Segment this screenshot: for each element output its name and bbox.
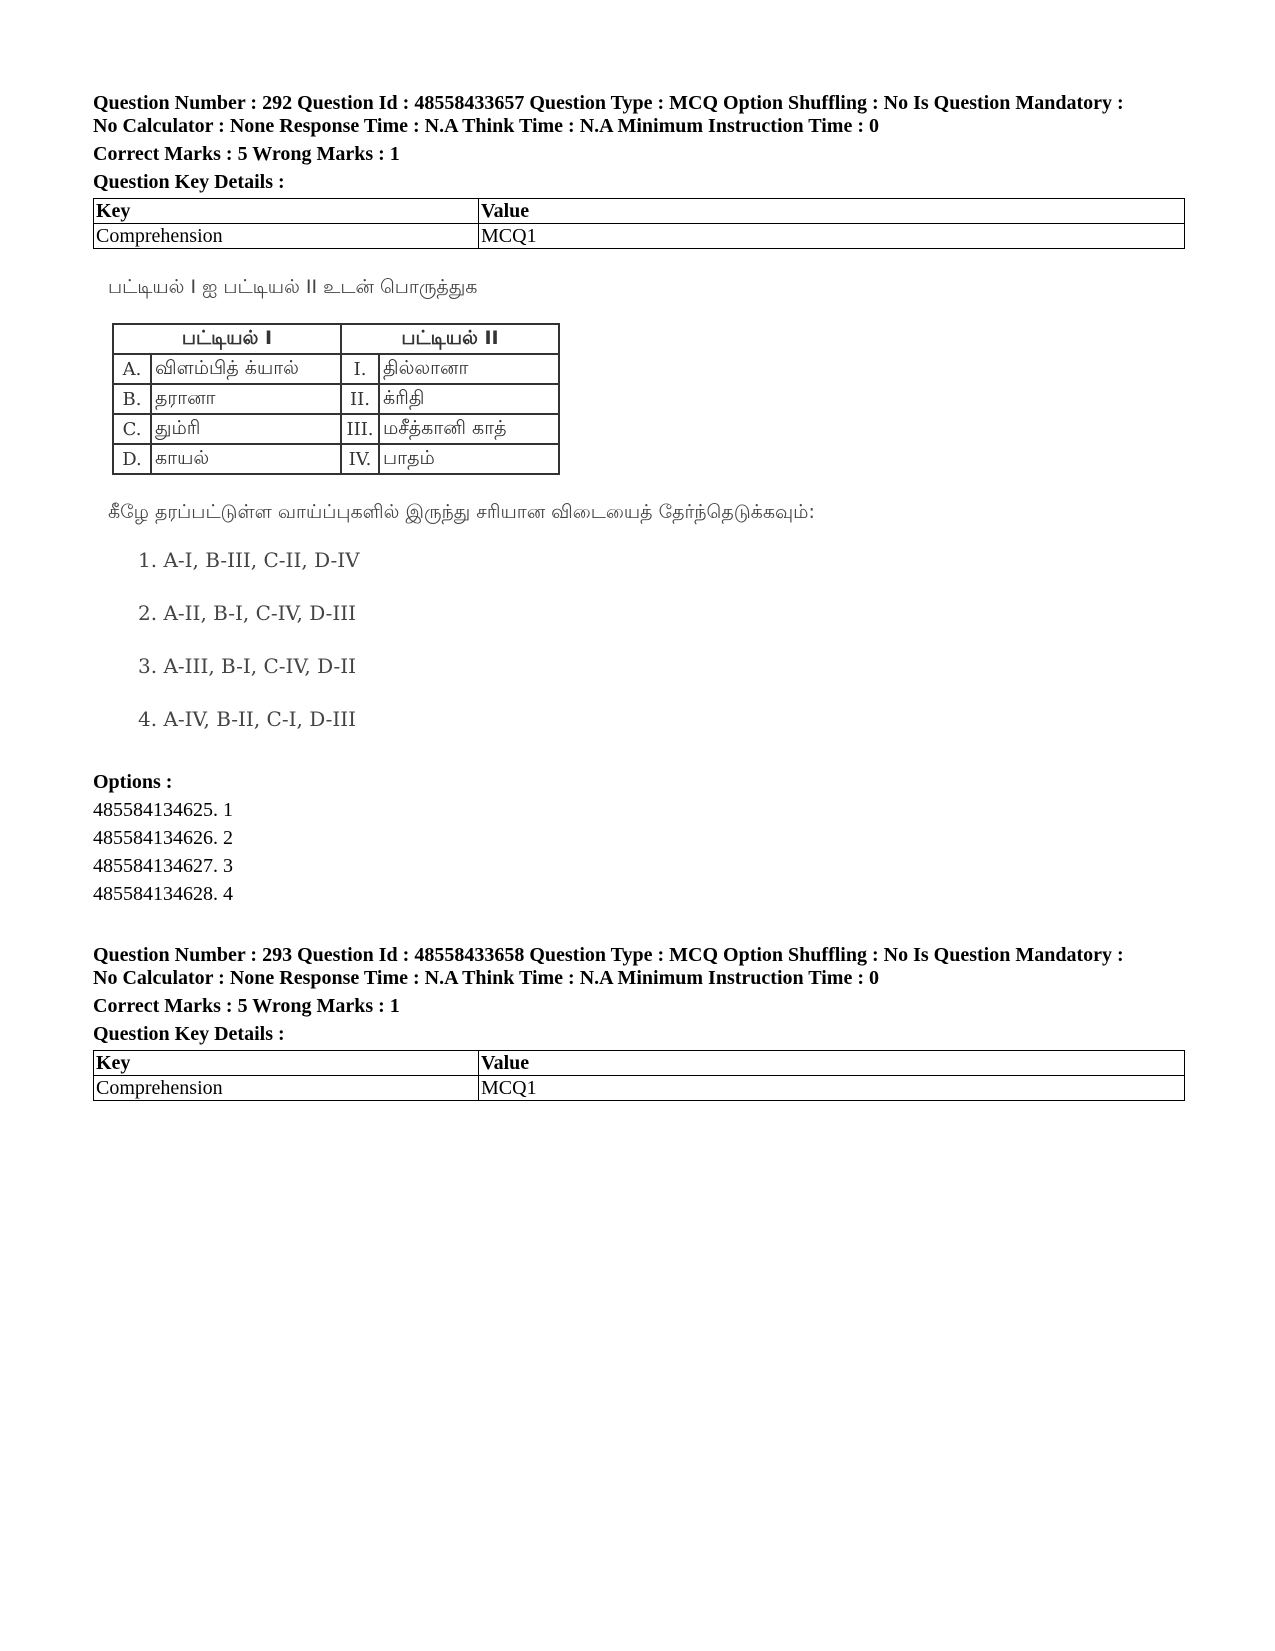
match-row: [113, 444, 559, 474]
table-row: [94, 1076, 1185, 1101]
list-2-item: க்ரிதி: [379, 384, 559, 414]
answer-choice: 4. A-IV, B-II, C-I, D-III: [138, 707, 357, 731]
answer-choices: [138, 548, 1068, 738]
answer-choice: 1. A-I, B-III, C-II, D-IV: [138, 548, 360, 572]
key-header: Key: [94, 199, 479, 224]
question-meta-line-1: Question Number : 292 Question Id : 48558433657 Question Type : MCQ Option Shuffling : No Is Question Mandatory :: [93, 92, 1124, 114]
list-2-label: IV.: [341, 444, 379, 474]
key-header: Key: [94, 1051, 479, 1076]
key-details-label: Question Key Details :: [93, 1023, 285, 1045]
question-meta-line-2: No Calculator : None Response Time : N.A Think Time : N.A Minimum Instruction Time : 0: [93, 115, 879, 137]
list-1-label: C.: [113, 414, 151, 444]
question-293-header: [93, 944, 1185, 1101]
option-item: 485584134626. 2: [93, 827, 233, 849]
question-image: [108, 276, 1068, 760]
key-details-label: Question Key Details :: [93, 171, 285, 193]
key-details-table: [93, 198, 1185, 249]
option-item: 485584134628. 4: [93, 883, 233, 905]
match-row: [113, 414, 559, 444]
question-meta-line-2: No Calculator : None Response Time : N.A Think Time : N.A Minimum Instruction Time : 0: [93, 967, 879, 989]
list-2-header: பட்டியல் II: [341, 324, 559, 354]
options-label: Options :: [93, 771, 173, 793]
list-1-label: B.: [113, 384, 151, 414]
question-meta: [93, 944, 1185, 990]
list-1-item: தும்ரி: [151, 414, 341, 444]
question-meta-line-1: Question Number : 293 Question Id : 48558433658 Question Type : MCQ Option Shuffling : No Is Question Mandatory :: [93, 944, 1124, 966]
list-1-label: D.: [113, 444, 151, 474]
list-2-item: மசீத்கானி காத்: [379, 414, 559, 444]
list-1-item: காயல்: [151, 444, 341, 474]
option-item: 485584134627. 3: [93, 855, 233, 877]
option-item: 485584134625. 1: [93, 799, 233, 821]
key-details-table: [93, 1050, 1185, 1101]
question-instruction: கீழே தரப்பட்டுள்ள வாய்ப்புகளில் இருந்து சரியான விடையைத் தேர்ந்தெடுக்கவும்:: [108, 501, 815, 523]
table-header-row: [94, 199, 1185, 224]
list-1-header: பட்டியல் I: [113, 324, 341, 354]
question-meta: [93, 92, 1185, 138]
match-row: [113, 354, 559, 384]
table-row: [94, 224, 1185, 249]
match-table: [112, 323, 560, 475]
list-2-item: பாதம்: [379, 444, 559, 474]
list-1-label: A.: [113, 354, 151, 384]
answer-choice: 2. A-II, B-I, C-IV, D-III: [138, 601, 357, 625]
list-2-label: III.: [341, 414, 379, 444]
value-header: Value: [479, 1051, 1185, 1076]
value-cell: MCQ1: [479, 1076, 1185, 1101]
marks-line: Correct Marks : 5 Wrong Marks : 1: [93, 995, 400, 1017]
options-section: [93, 768, 233, 908]
marks-line: Correct Marks : 5 Wrong Marks : 1: [93, 143, 400, 165]
question-292-header: [93, 92, 1185, 249]
list-1-item: தரானா: [151, 384, 341, 414]
value-header: Value: [479, 199, 1185, 224]
list-2-label: II.: [341, 384, 379, 414]
match-table-header: [113, 324, 559, 354]
list-2-label: I.: [341, 354, 379, 384]
match-row: [113, 384, 559, 414]
table-header-row: [94, 1051, 1185, 1076]
key-cell: Comprehension: [94, 1076, 479, 1101]
list-1-item: விளம்பித் க்யால்: [151, 354, 341, 384]
value-cell: MCQ1: [479, 224, 1185, 249]
answer-choice: 3. A-III, B-I, C-IV, D-II: [138, 654, 357, 678]
key-cell: Comprehension: [94, 224, 479, 249]
list-2-item: தில்லானா: [379, 354, 559, 384]
question-prompt: பட்டியல் I ஐ பட்டியல் II உடன் பொருத்துக: [108, 276, 478, 298]
